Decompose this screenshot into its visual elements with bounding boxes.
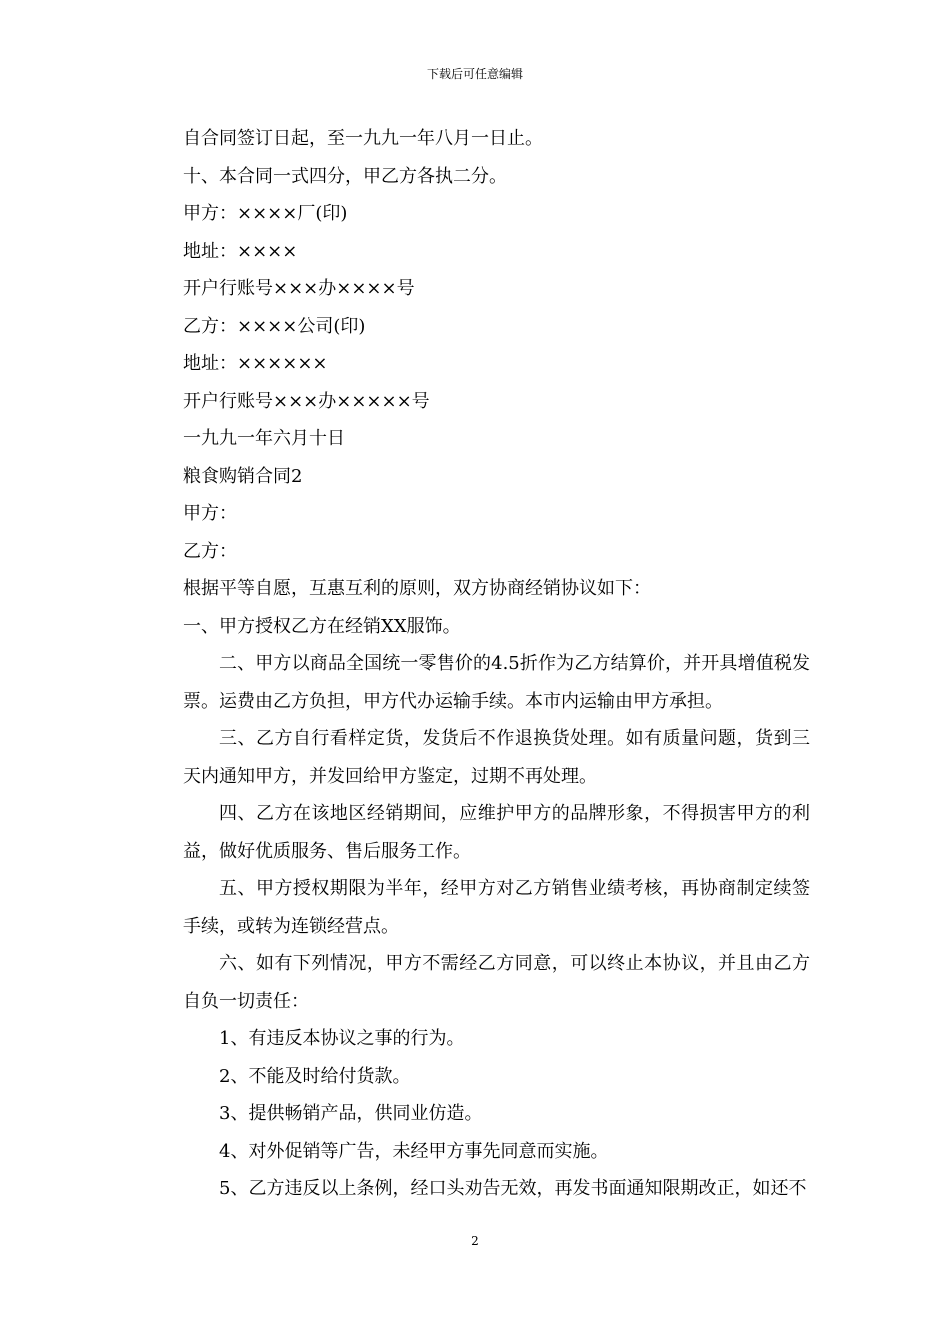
list-item: 3、提供畅销产品，供同业仿造。 <box>219 1103 483 1124</box>
clause-one-line: 一、甲方授权乙方在经销XX服饰。 <box>183 615 461 637</box>
party-a-signature-line: 甲方：××××厂(印) <box>183 203 348 224</box>
contract-two-title: 粮食购销合同2 <box>183 465 303 487</box>
document-body <box>183 120 810 1208</box>
clause-two-paragraph: 二、甲方以商品全国统一零售价的4.5折作为乙方结算价，并开具增值税发票。运费由乙方负担，甲方代办运输手续。本市内运输由甲方承担。 <box>183 653 810 712</box>
clause-five-paragraph: 五、甲方授权期限为半年，经甲方对乙方销售业绩考核，再协商制定续签手续，或转为连锁经营点。 <box>183 878 810 937</box>
page-number: 2 <box>471 1234 479 1248</box>
page-header: 下载后可任意编辑 <box>426 67 523 81</box>
party-a-bank-account-line: 开户行账号×××办××××号 <box>183 278 415 299</box>
clause-ten-line: 十、本合同一式四分，甲乙方各执二分。 <box>183 165 507 187</box>
party-a-address-line: 地址：×××× <box>183 240 298 262</box>
signing-date-line: 一九九一年六月十日 <box>183 428 345 449</box>
list-item: 1、有违反本协议之事的行为。 <box>219 1028 465 1049</box>
party-b-address-line: 地址：×××××× <box>183 353 328 374</box>
list-item: 5、乙方违反以上条例，经口头劝告无效，再发书面通知限期改正，如还不 <box>219 1178 807 1199</box>
party-a-label: 甲方： <box>183 503 237 524</box>
clause-three-paragraph: 三、乙方自行看样定货，发货后不作退换货处理。如有质量问题，货到三天内通知甲方，并发回给甲方鉴定，过期不再处理。 <box>183 728 810 787</box>
list-item: 4、对外促销等广告，未经甲方事先同意而实施。 <box>219 1140 609 1162</box>
clause-four-paragraph: 四、乙方在该地区经销期间，应维护甲方的品牌形象，不得损害甲方的利益，做好优质服务、售后服务工作。 <box>183 803 810 862</box>
party-b-label: 乙方： <box>183 540 237 562</box>
clause-six-paragraph: 六、如有下列情况，甲方不需经乙方同意，可以终止本协议，并且由乙方自负一切责任： <box>183 953 810 1012</box>
preamble-line: 根据平等自愿，互惠互利的原则，双方协商经销协议如下： <box>183 578 651 599</box>
party-b-bank-account-line: 开户行账号×××办×××××号 <box>183 390 430 412</box>
list-item: 2、不能及时给付货款。 <box>219 1065 411 1087</box>
contract-term-line: 自合同签订日起，至一九九一年八月一日止。 <box>183 128 543 149</box>
party-b-signature-line: 乙方：××××公司(印) <box>183 315 366 337</box>
